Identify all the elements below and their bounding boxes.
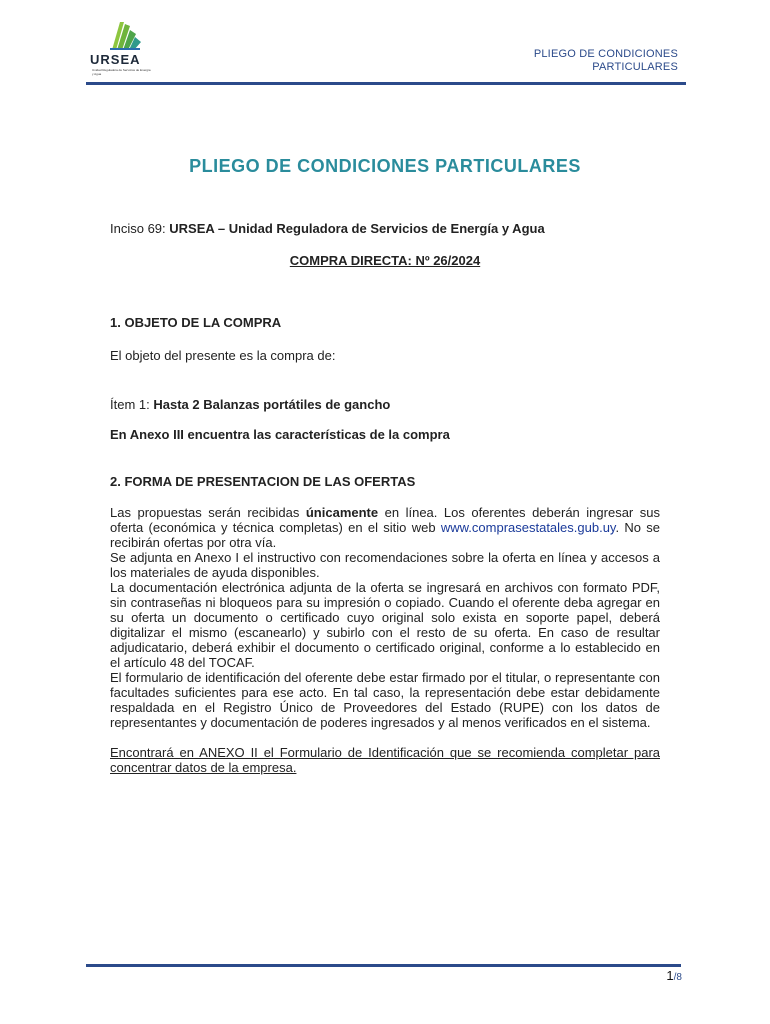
paragraph-5: Encontrará en ANEXO II el Formulario de Identificación que se recomienda completar para concentrar datos de la empresa.: [110, 745, 660, 775]
page-number: [666, 968, 682, 983]
paragraph-2: Se adjunta en Anexo I el instructivo con recomendaciones sobre la oferta en línea y accesos a los materiales de ayuda disponibles.: [110, 550, 660, 580]
p1-text-bold: únicamente: [305, 505, 379, 520]
annex-note: En Anexo III encuentra las características de la compra: [110, 427, 450, 442]
header-title-line2: PARTICULARES: [592, 61, 678, 73]
header-title: [534, 48, 678, 74]
paragraph-spacer: [110, 730, 660, 745]
header-title-line1: PLIEGO DE CONDICIONES: [533, 48, 678, 60]
section1-heading: 1. OBJETO DE LA COMPRA: [110, 315, 282, 330]
header-divider: [86, 82, 686, 85]
compra-number: COMPRA DIRECTA: Nº 26/2024: [289, 253, 481, 268]
section2-body: [110, 505, 660, 775]
compras-estatales-link[interactable]: www.comprasestatales.gub.uy: [440, 520, 616, 535]
ursea-logo-mark-icon: [86, 20, 158, 54]
item-line: [110, 397, 660, 412]
paragraph-1: [110, 505, 660, 550]
inciso-entity: URSEA – Unidad Reguladora de Servicios de Energía y Agua: [169, 221, 545, 236]
inciso-prefix: Inciso 69:: [110, 221, 170, 236]
inciso-line: [110, 221, 660, 236]
section2-heading: 2. FORMA DE PRESENTACION DE LAS OFERTAS: [110, 474, 416, 489]
section1-intro: El objeto del presente es la compra de:: [110, 348, 336, 363]
logo-subtitle: Unidad Reguladora de Servicios de Energía y Agua: [92, 68, 151, 76]
page-current: 1: [666, 968, 674, 983]
item-description: Hasta 2 Balanzas portátiles de gancho: [153, 397, 391, 412]
page-total: /8: [673, 972, 682, 983]
item-prefix: Ítem 1:: [110, 397, 154, 412]
p1-text-d: . No se recibirán ofertas por otra vía.: [110, 520, 661, 550]
paragraph-3: La documentación electrónica adjunta de la oferta se ingresará en archivos con formato PDF, sin contraseñas ni bloqueos para su impresión o copiado. Cuando el oferente deba agregar en su oferta un documento o certificado cuyo original solo exista en soporte papel, deberá digitalizar el mismo (escanearlo) y subirlo con el resto de su oferta. En caso de resultar adjudicatario, deberá exhibir el documento o certificado original, conforme a lo establecido en el artículo 48 del TOCAF.: [110, 580, 660, 670]
footer-divider: [86, 964, 681, 967]
document-title: PLIEGO DE CONDICIONES PARTICULARES: [189, 156, 581, 176]
p1-text-a: Las propuestas serán recibidas: [110, 505, 306, 520]
logo-text: URSEA: [90, 52, 141, 67]
paragraph-4: El formulario de identificación del oferente debe estar firmado por el titular, o representante con facultades suficientes para ese acto. En tal caso, la representación debe estar debidamente respaldada en el Registro Único de Proveedores del Estado (RUPE) con los datos de representantes y documentación de poderes ingresados y al menos verificados en el sistema.: [110, 670, 660, 730]
ursea-logo: [86, 20, 158, 82]
p1-text-c: en línea. Los oferentes deberán ingresar sus oferta (económica y técnica completas) en el sitio web: [110, 505, 660, 535]
